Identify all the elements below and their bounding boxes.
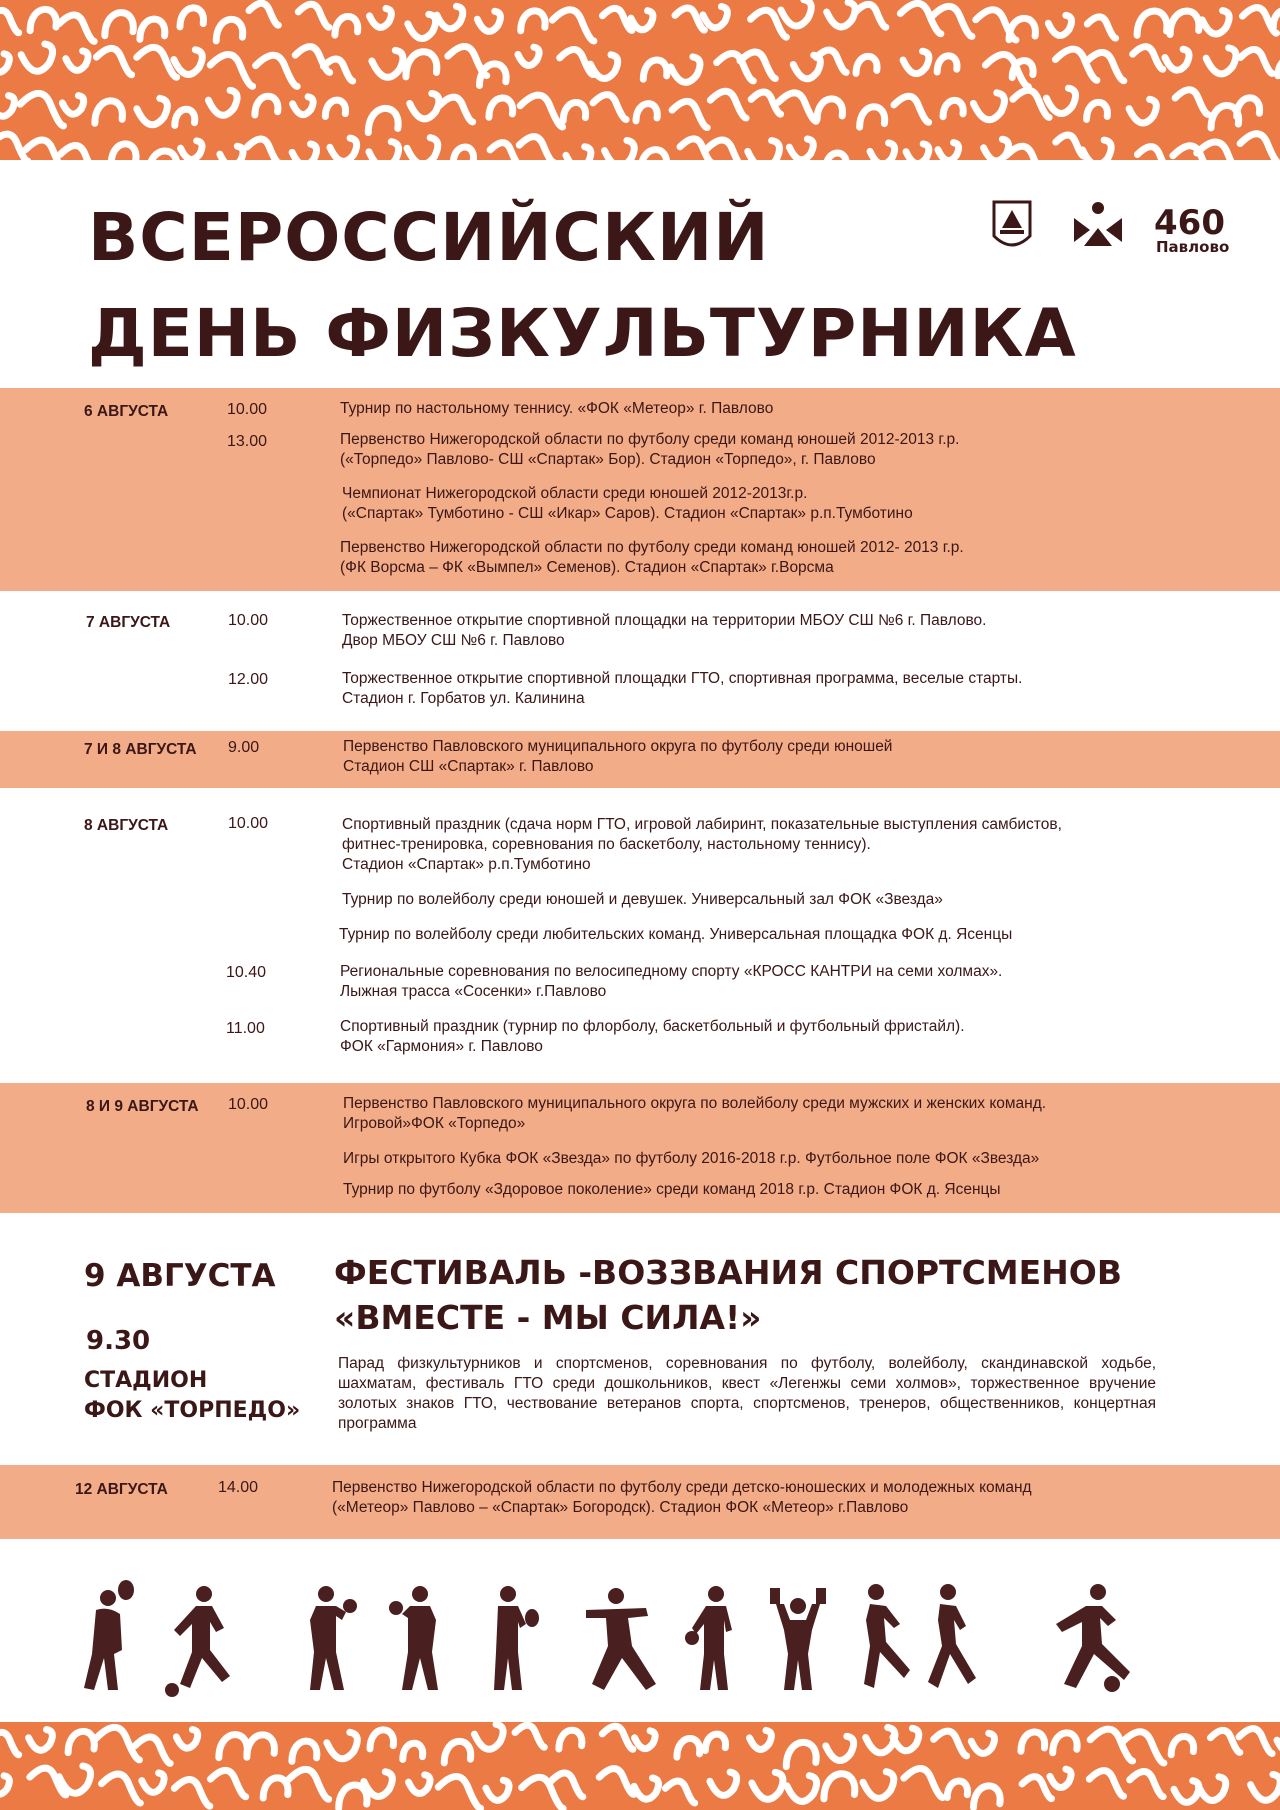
event-description [343, 1094, 1046, 1134]
football-player-icon [165, 1586, 230, 1697]
event-time: 10.00 [228, 612, 269, 629]
venue-line: ФОК «ТОРПЕДО» [84, 1398, 301, 1423]
event-line: Лыжная трасса «Сосенки» г.Павлово [340, 983, 607, 1000]
event-line: («Торпедо» Павлово- СШ «Спартак» Бор). Стадион «Торпедо», г. Павлово [340, 451, 876, 468]
event-description [342, 815, 1062, 875]
event-description [342, 484, 913, 524]
festival-description: Парад физкультурников и спортсменов, соревнования по футболу, волейболу, скандинавской ходьбе, шахматам, фестиваль ГТО среди дошкольников, квест «Легенжы семи холмов», торжественное вручение золотых знаков ГТО, чествование ветеранов спорта, спортсменов, тренеров, общественников, концертная программа [338, 1355, 1156, 1432]
festival-time: 9.30 [86, 1326, 151, 1356]
event-line: («Метеор» Павлово – «Спартак» Богородск). Стадион ФОК «Метеор» г.Павлово [332, 1499, 909, 1516]
event-date: 8 АВГУСТА [84, 817, 169, 834]
event-description [332, 1478, 1032, 1518]
boxer-icon [389, 1586, 438, 1690]
cross-emblem-icon [1074, 202, 1122, 246]
martial-artist-icon [586, 1588, 656, 1690]
decorative-pattern-bottom [0, 1722, 1280, 1810]
event-line: Стадион г. Горбатов ул. Калинина [342, 690, 585, 707]
decorative-pattern-top [0, 0, 1280, 160]
event-line: Стадион «Спартак» р.п.Тумботино [342, 856, 591, 873]
event-description [340, 1017, 965, 1057]
city-coat-of-arms-icon [994, 202, 1030, 245]
event-description [342, 890, 943, 910]
event-description [342, 611, 986, 651]
title-line-2: ДЕНЬ ФИЗКУЛЬТУРНИКА [88, 295, 1077, 372]
event-line: (ФК Ворсма – ФК «Вымпел» Семенов). Стадион «Спартак» г.Ворсма [340, 559, 834, 576]
title-line-1: ВСЕРОССИЙСКИЙ [88, 199, 770, 276]
event-time: 10.00 [227, 401, 268, 418]
weightlifter-icon [770, 1588, 826, 1690]
event-time: 13.00 [227, 433, 268, 450]
event-description [340, 538, 964, 578]
event-description [339, 925, 1012, 945]
event-line: Спортивный праздник (сдача норм ГТО, игровой лабиринт, показательные выступления самбистов, [342, 816, 1062, 833]
event-description [343, 1180, 1001, 1200]
page-title [88, 190, 1077, 382]
event-line: Первенство Нижегородской области по футболу среди команд юношей 2012- 2013 г.р. [340, 539, 964, 556]
football-kicker-icon [1056, 1584, 1130, 1692]
boxer-icon [310, 1586, 357, 1690]
event-date: 7 И 8 АВГУСТА [84, 741, 197, 758]
basketball-player-icon [685, 1586, 732, 1690]
event-line: Двор МБОУ СШ №6 г. Павлово [342, 632, 565, 649]
event-time: 10.00 [228, 1096, 269, 1113]
event-description [340, 399, 773, 419]
event-description [343, 737, 892, 777]
festival-title-line-1: ФЕСТИВАЛЬ -ВОЗЗВАНИЯ СПОРТСМЕНОВ [334, 1253, 1122, 1292]
event-line: Региональные соревнования по велосипедному спорту «КРОСС КАНТРИ на семи холмах». [340, 963, 1003, 980]
runner-icon [864, 1584, 910, 1688]
table-tennis-player-icon [494, 1586, 539, 1690]
event-description [342, 669, 1022, 709]
event-line: Чемпионат Нижегородской области среди юношей 2012-2013г.р. [342, 485, 808, 502]
tennis-player-icon [84, 1580, 134, 1690]
anniversary-city: Павлово [1156, 238, 1230, 256]
anniversary-logo [1154, 203, 1229, 256]
swirl-pattern-icon [0, 0, 1280, 160]
festival-title-line-2: «ВМЕСТЕ - МЫ СИЛА!» [334, 1298, 762, 1337]
event-line: Первенство Павловского муниципального округа по футболу среди юношей [343, 738, 893, 755]
event-date: 8 И 9 АВГУСТА [86, 1098, 199, 1115]
event-line: Спортивный праздник (турнир по флорболу, баскетбольный и футбольный фристайл). [340, 1018, 965, 1035]
event-time: 12.00 [228, 671, 269, 688]
event-line: Стадион СШ «Спартак» г. Павлово [343, 758, 594, 775]
anniversary-number: 460 [1154, 203, 1225, 243]
event-time: 10.00 [228, 815, 269, 832]
event-line: Турнир по футболу «Здоровое поколение» среди команд 2018 г.р. Стадион ФОК д. Ясенцы [343, 1181, 1001, 1198]
event-line: фитнес-тренировка, соревнования по баскетболу, настольному теннису). [342, 836, 871, 853]
event-line: Турнир по настольному теннису. «ФОК «Метеор» г. Павлово [340, 400, 774, 417]
swirl-pattern-icon [0, 1722, 1280, 1810]
event-line: Торжественное открытие спортивной площадки на территории МБОУ СШ №6 г. Павлово. [342, 612, 987, 629]
logos [990, 198, 1240, 258]
event-line: ФОК «Гармония» г. Павлово [340, 1038, 543, 1055]
event-line: Турнир по волейболу среди любительских команд. Универсальная площадка ФОК д. Ясенцы [339, 926, 1013, 943]
event-date: 6 АВГУСТА [84, 403, 169, 420]
event-line: («Спартак» Тумботино - СШ «Икар» Саров). Стадион «Спартак» р.п.Тумботино [342, 505, 913, 522]
event-time: 14.00 [218, 1479, 259, 1496]
event-line: Игровой»ФОК «Торпедо» [343, 1115, 526, 1132]
event-description [340, 430, 959, 470]
venue-line: СТАДИОН [84, 1368, 208, 1393]
event-line: Первенство Нижегородской области по футболу среди команд юношей 2012-2013 г.р. [340, 431, 960, 448]
event-line: Первенство Павловского муниципального округа по волейболу среди мужских и женских команд. [343, 1095, 1047, 1112]
event-time: 11.00 [226, 1020, 265, 1037]
event-date: 7 АВГУСТА [86, 614, 171, 631]
sport-silhouettes [56, 1580, 1226, 1700]
event-description [340, 962, 1002, 1002]
event-date: 12 АВГУСТА [75, 1481, 168, 1498]
festival-venue [84, 1366, 300, 1426]
event-time: 9.00 [228, 739, 260, 756]
festival-date: 9 АВГУСТА [84, 1258, 276, 1294]
event-description [343, 1149, 1039, 1169]
runner-icon [928, 1584, 976, 1688]
event-line: Торжественное открытие спортивной площадки ГТО, спортивная программа, веселые старты. [342, 670, 1023, 687]
event-line: Турнир по волейболу среди юношей и девушек. Универсальный зал ФОК «Звезда» [342, 891, 943, 908]
event-line: Первенство Нижегородской области по футболу среди детско-юношеских и молодежных команд [332, 1479, 1032, 1496]
event-time: 10.40 [226, 964, 267, 981]
event-line: Игры открытого Кубка ФОК «Звезда» по футболу 2016-2018 г.р. Футбольное поле ФОК «Звезда» [343, 1150, 1040, 1167]
